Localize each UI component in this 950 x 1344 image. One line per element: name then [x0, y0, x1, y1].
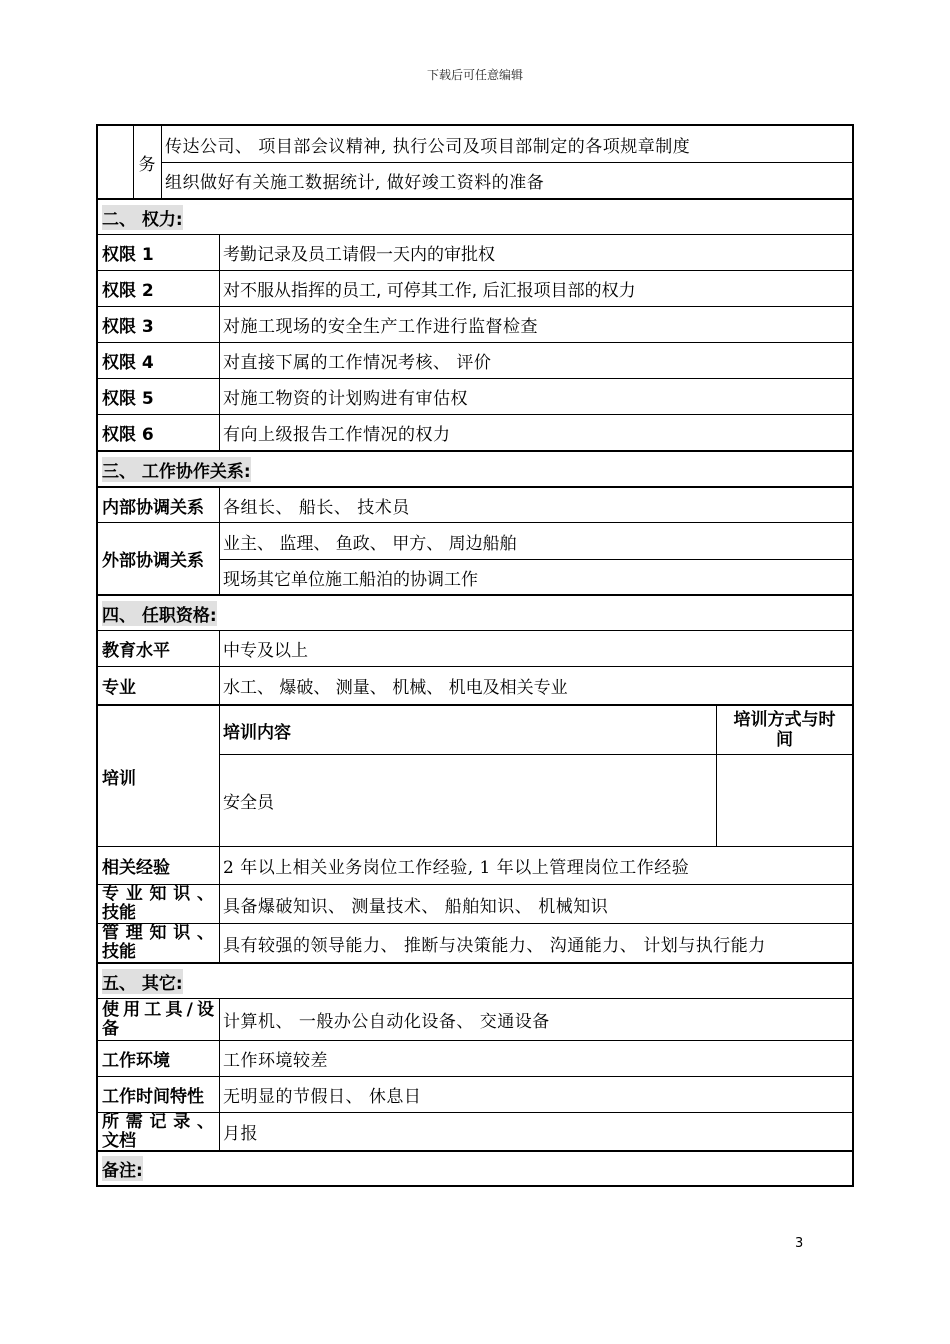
authority-value: 考勤记录及员工请假一天内的审批权 [223, 245, 495, 265]
external-relations-value: 现场其它单位施工船泊的协调工作 [220, 559, 852, 595]
table-row [98, 1076, 852, 1112]
duties-block [98, 126, 852, 198]
duties-label-cell [133, 126, 162, 198]
table-row [98, 414, 852, 450]
table-row [98, 486, 852, 522]
table-row [98, 270, 852, 306]
major-value: 水工、 爆破、 测量、 机械、 机电及相关专业 [223, 678, 568, 698]
authority-value: 有向上级报告工作情况的权力 [223, 425, 451, 445]
remarks-title: 备注: [102, 1156, 143, 1181]
mgmt-skill-label-line: 技能 [102, 942, 136, 962]
authority-value: 对施工现场的安全生产工作进行监督检查 [223, 317, 538, 337]
training-block [98, 704, 852, 846]
section-title: 二、 权力: [102, 205, 183, 230]
authority-value: 对不服从指挥的员工, 可停其工作, 后汇报项目部的权力 [223, 281, 636, 301]
training-method-header-line: 间 [776, 730, 793, 750]
authority-label: 权限 1 [98, 235, 220, 270]
section-relations-header [98, 450, 852, 486]
internal-relations-label: 内部协调关系 [98, 488, 220, 522]
tools-label-line: 使用工具/设 [102, 999, 214, 1020]
table-row [98, 1040, 852, 1076]
mgmt-skill-label [98, 924, 220, 962]
training-method-value [717, 754, 852, 846]
duties-outer-label-cell [98, 126, 134, 198]
table-row [98, 923, 852, 962]
table-row [98, 630, 852, 666]
experience-value: 2 年以上相关业务岗位工作经验, 1 年以上管理岗位工作经验 [223, 858, 690, 878]
authority-label: 权限 6 [98, 415, 220, 450]
duties-label: 务 [138, 154, 156, 175]
experience-label: 相关经验 [98, 847, 220, 884]
section-title: 三、 工作协作关系: [102, 457, 251, 482]
pro-skill-label-line: 技能 [102, 903, 136, 923]
authority-label: 权限 4 [98, 343, 220, 378]
remarks-row [98, 1150, 852, 1185]
mgmt-skill-value: 具有较强的领导能力、 推断与决策能力、 沟通能力、 计划与执行能力 [223, 935, 766, 956]
training-content-header: 培训内容 [220, 706, 717, 754]
table-row [98, 998, 852, 1040]
records-value: 月报 [223, 1124, 258, 1144]
section-title: 四、 任职资格: [102, 601, 217, 626]
table-row [98, 846, 852, 884]
work-time-value: 无明显的节假日、 休息日 [223, 1087, 422, 1107]
pro-skill-value: 具备爆破知识、 测量技术、 船舶知识、 机械知识 [223, 896, 609, 917]
authority-label: 权限 5 [98, 379, 220, 414]
tools-value: 计算机、 一般办公自动化设备、 交通设备 [223, 1012, 550, 1032]
table-row [98, 666, 852, 704]
external-relations-block [98, 522, 852, 594]
job-description-table [96, 124, 854, 1187]
training-label: 培训 [98, 706, 220, 846]
table-row [98, 1112, 852, 1150]
environment-value: 工作环境较差 [223, 1051, 328, 1071]
records-label-line: 文档 [102, 1130, 136, 1151]
major-label: 专业 [98, 667, 220, 704]
section-title: 五、 其它: [102, 969, 183, 994]
authority-value: 对施工物资的计划购进有审估权 [223, 389, 468, 409]
table-row [98, 378, 852, 414]
mgmt-skill-label-line: 管理知识、 [102, 923, 214, 943]
section-authority-header [98, 198, 852, 234]
page-header-note: 下载后可任意编辑 [426, 68, 523, 82]
education-label: 教育水平 [98, 631, 220, 666]
duty-item: 组织做好有关施工数据统计, 做好竣工资料的准备 [161, 162, 852, 198]
environment-label: 工作环境 [98, 1041, 220, 1076]
table-row [98, 234, 852, 270]
tools-label [98, 999, 220, 1040]
authority-label: 权限 2 [98, 271, 220, 306]
work-time-label: 工作时间特性 [98, 1077, 220, 1112]
tools-label-line: 备 [102, 1018, 119, 1039]
authority-label: 权限 3 [98, 307, 220, 342]
internal-relations-value: 各组长、 船长、 技术员 [223, 497, 410, 518]
section-other-header [98, 962, 852, 998]
pro-skill-label [98, 885, 220, 923]
pro-skill-label-line: 专业知识、 [102, 884, 214, 904]
table-row [98, 342, 852, 378]
training-method-header-line: 培训方式与时 [733, 710, 836, 730]
authority-value: 对直接下属的工作情况考核、 评价 [223, 353, 492, 373]
education-value: 中专及以上 [223, 641, 308, 661]
external-relations-value: 业主、 监理、 鱼政、 甲方、 周边船舶 [223, 533, 517, 554]
training-method-header [717, 706, 852, 754]
records-label [98, 1113, 220, 1150]
duty-item: 传达公司、 项目部会议精神, 执行公司及项目部制定的各项规章制度 [165, 136, 691, 157]
section-qualifications-header [98, 594, 852, 630]
training-content-value: 安全员 [220, 754, 717, 846]
page-number: 3 [795, 1236, 804, 1251]
records-label-line: 所需记录、 [102, 1111, 214, 1132]
table-row [98, 884, 852, 923]
table-row [98, 306, 852, 342]
external-relations-label: 外部协调关系 [98, 523, 220, 594]
